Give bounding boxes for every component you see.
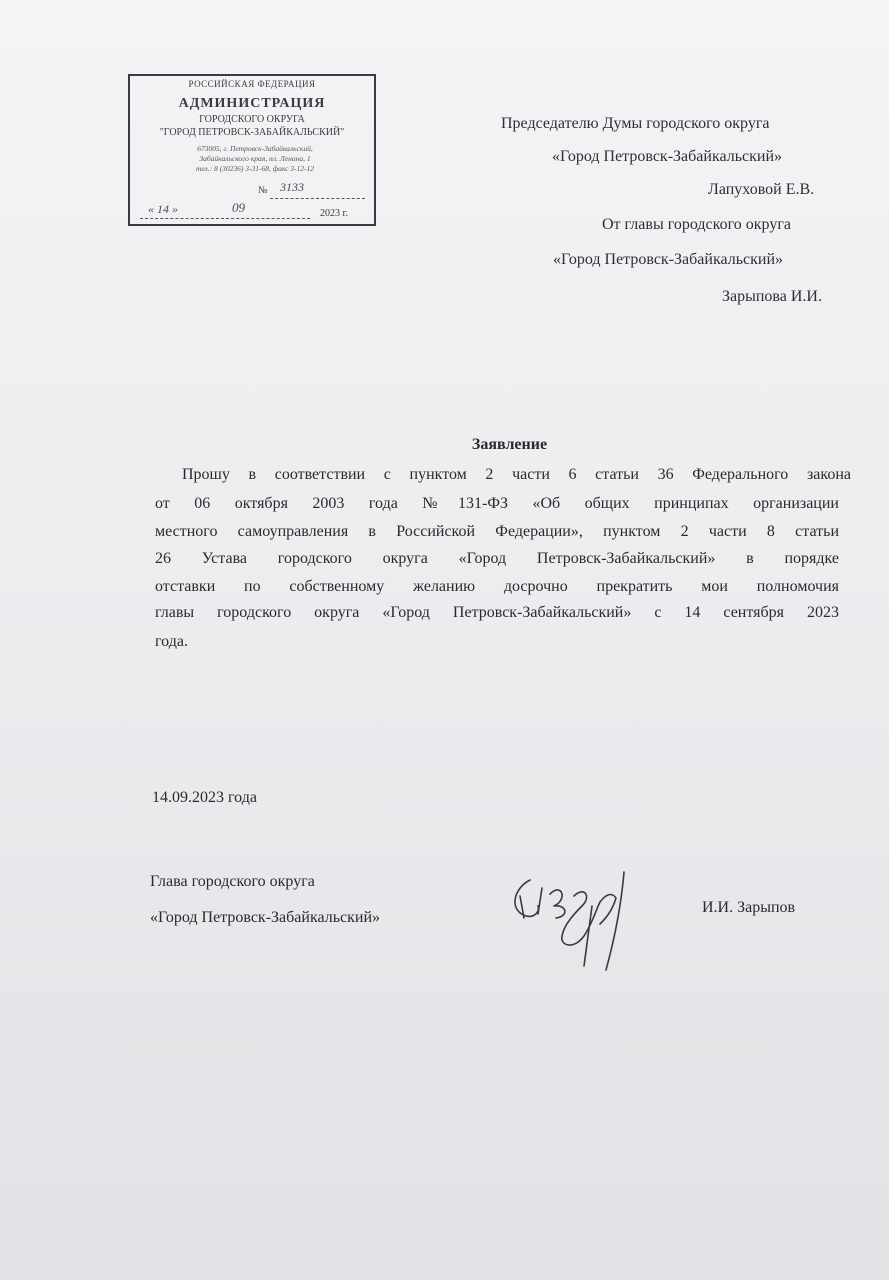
body-line: года.: [155, 633, 188, 650]
stamp-address-line: 673005, г. Петровск-Забайкальский,: [197, 144, 313, 153]
stamp-administration: АДМИНИСТРАЦИЯ: [178, 96, 326, 111]
document-date: 14.09.2023 года: [152, 789, 257, 806]
signatory-name: И.И. Зарыпов: [702, 899, 796, 916]
stamp-address-line: Забайкальского края, пл. Ленина, 1: [199, 154, 311, 163]
signatory-title-line-1: Глава городского округа: [150, 873, 315, 890]
body-line: местного самоуправления в Российской Федерации», пунктом 2 части 8 статьи: [155, 523, 839, 540]
body-line: главы городского округа «Город Петровск-Забайкальский» с 14 сентября 2023: [155, 604, 839, 621]
stamp-federation: РОССИЙСКАЯ ФЕДЕРАЦИЯ: [188, 79, 316, 89]
addressee-line-2: «Город Петровск-Забайкальский»: [552, 148, 783, 165]
stamp-number-value: 3133: [280, 180, 304, 194]
stamp-okrug: ГОРОДСКОГО ОКРУГА: [199, 114, 305, 125]
body-line: Прошу в соответствии с пунктом 2 части 6 статьи 36 Федерального закона: [182, 466, 851, 483]
document-title: Заявление: [471, 436, 548, 453]
stamp-date-day: « 14 »: [148, 202, 178, 216]
body-line: от 06 октября 2003 года №131-ФЗ «Об общих принципах организации: [155, 495, 839, 512]
body-line: отставки по собственному желанию досрочно прекратить мои полномочия: [155, 578, 839, 595]
signatory-title-line-2: «Город Петровск-Забайкальский»: [150, 909, 381, 926]
handwritten-signature: [500, 866, 650, 978]
stamp-number-label: №: [258, 185, 268, 196]
addressee-line-6: Зарыпова И.И.: [722, 288, 822, 305]
registration-stamp: [128, 74, 376, 226]
stamp-number-line: [270, 198, 365, 199]
stamp-address-line: тел.: 8 (30236) 3-31-68, факс 3-12-12: [195, 164, 315, 173]
addressee-line-5: «Город Петровск-Забайкальский»: [553, 251, 784, 268]
addressee-line-1: Председателю Думы городского округа: [501, 115, 770, 132]
stamp-date-month: 09: [232, 200, 245, 215]
stamp-date-line: [140, 218, 310, 219]
body-line: 26 Устава городского округа «Город Петровск-Забайкальский» в порядке: [155, 550, 839, 567]
addressee-line-3: Лапуховой Е.В.: [708, 181, 815, 198]
addressee-line-4: От главы городского округа: [602, 216, 791, 233]
stamp-year: 2023 г.: [320, 208, 348, 219]
stamp-city: "ГОРОД ПЕТРОВСК-ЗАБАЙКАЛЬСКИЙ": [159, 127, 345, 138]
